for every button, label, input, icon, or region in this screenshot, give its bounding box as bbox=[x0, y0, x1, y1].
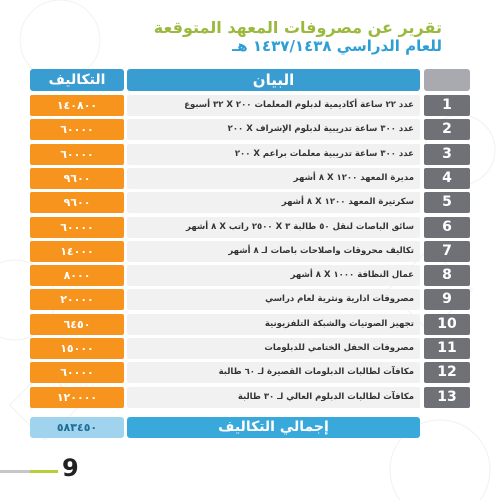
footer-line-grey bbox=[0, 470, 30, 473]
row-description: عدد ٣٠٠ ساعة تدريبية لدبلوم الإشراف X ٢٠٠ bbox=[127, 119, 420, 140]
row-number: 3 bbox=[424, 144, 470, 165]
description-column-header: البيان bbox=[127, 69, 420, 91]
row-description: تكاليف محروقات واصلاحات باصات لـ ٨ أشهر bbox=[127, 241, 420, 262]
page-number: 9 bbox=[62, 454, 79, 482]
total-cost: ٥٨٣٤٥٠ bbox=[30, 417, 124, 438]
row-cost: ١٥٠٠٠ bbox=[30, 338, 124, 359]
row-description: عدد ٢٢ ساعة أكاديمية لدبلوم المعلمات ٢٠٠ X ٣٢ أسبوع bbox=[127, 95, 420, 116]
row-cost: ٩٦٠٠ bbox=[30, 168, 124, 189]
total-label: إجمالي التكاليف bbox=[127, 417, 420, 438]
row-cost: ٦٤٥٠ bbox=[30, 314, 124, 335]
row-number: 5 bbox=[424, 192, 470, 213]
number-column-header bbox=[424, 69, 470, 91]
row-number: 9 bbox=[424, 289, 470, 310]
row-cost: ٦٠٠٠٠ bbox=[30, 119, 124, 140]
row-number: 12 bbox=[424, 362, 470, 383]
row-number: 1 bbox=[424, 95, 470, 116]
row-number: 13 bbox=[424, 387, 470, 408]
row-description: تجهيز الصوتيات والشبكة التلفزيونية bbox=[127, 314, 420, 335]
row-description: مديرة المعهد ١٢٠٠ X ٨ أشهر bbox=[127, 168, 420, 189]
row-number: 6 bbox=[424, 217, 470, 238]
row-description: عدد ٣٠٠ ساعة تدريبية معلمات براعم X ٢٠٠ bbox=[127, 144, 420, 165]
row-cost: ٢٠٠٠٠ bbox=[30, 289, 124, 310]
row-cost: ٨٠٠٠ bbox=[30, 265, 124, 286]
footer-line-green bbox=[30, 470, 58, 473]
row-cost: ٦٠٠٠٠ bbox=[30, 362, 124, 383]
row-description: مصروفات الحفل الختامي للدبلومات bbox=[127, 338, 420, 359]
row-number: 8 bbox=[424, 265, 470, 286]
row-number: 4 bbox=[424, 168, 470, 189]
row-description: سائق الباصات لنقل ٥٠ طالبة ٣ X ٢٥٠٠ راتب X ٨ أشهر bbox=[127, 217, 420, 238]
row-description: عمال النظافة ١٠٠٠ X ٨ أشهر bbox=[127, 265, 420, 286]
report-title bbox=[22, 18, 442, 56]
title-line-1: تقرير عن مصروفات المعهد المتوقعة bbox=[153, 18, 442, 37]
row-description: مصروفات ادارية ونثرية لعام دراسي bbox=[127, 289, 420, 310]
row-cost: ١٤٠٠٠ bbox=[30, 241, 124, 262]
row-number: 2 bbox=[424, 119, 470, 140]
row-description: مكافآت لطالبات الدبلومات القصيرة لـ ٦٠ طالبة bbox=[127, 362, 420, 383]
row-number: 7 bbox=[424, 241, 470, 262]
row-number: 11 bbox=[424, 338, 470, 359]
row-cost: ٦٠٠٠٠ bbox=[30, 217, 124, 238]
row-cost: ٦٠٠٠٠ bbox=[30, 144, 124, 165]
row-cost: ١٢٠٠٠٠ bbox=[30, 387, 124, 408]
row-cost: ١٤٠٨٠٠ bbox=[30, 95, 124, 116]
row-number: 10 bbox=[424, 314, 470, 335]
row-cost: ٩٦٠٠ bbox=[30, 192, 124, 213]
row-description: سكرتيرة المعهد ١٢٠٠ X ٨ أشهر bbox=[127, 192, 420, 213]
row-description: مكافآت لطالبات الدبلوم العالي لـ ٣٠ طالبة bbox=[127, 387, 420, 408]
cost-column-header: التكاليف bbox=[30, 69, 124, 91]
title-line-2: للعام الدراسي ١٤٣٧/١٤٣٨ هـ bbox=[232, 37, 442, 55]
